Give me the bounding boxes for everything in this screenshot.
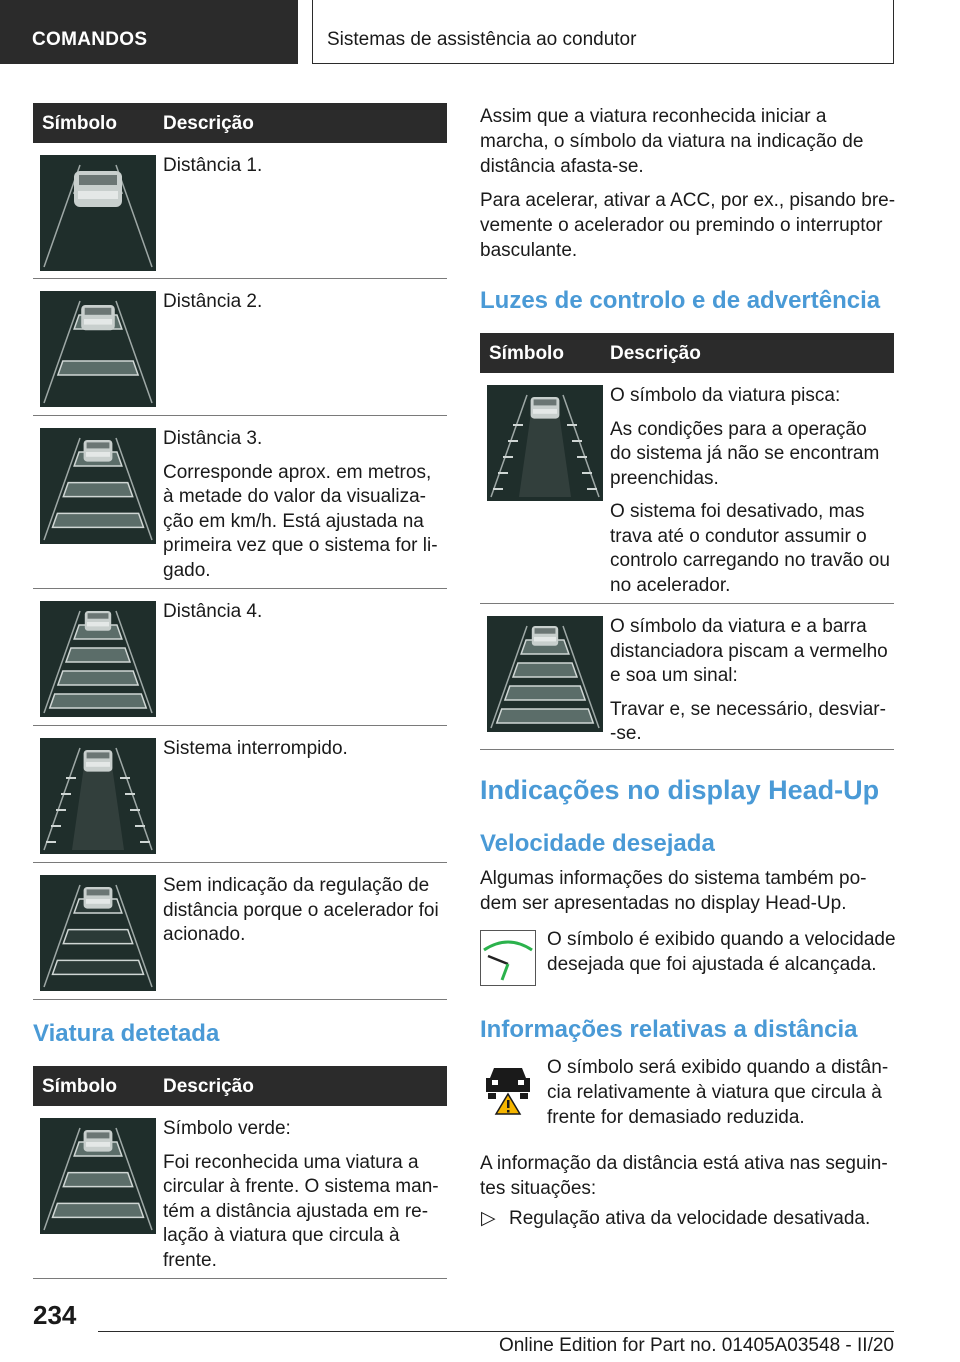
header-section-label: COMANDOS — [32, 29, 148, 50]
distance-icon-text: O símbolo será exibido quando a distân-cia relativamente à viatura que circula à frente for demasiado reduzida. — [547, 1057, 889, 1128]
warning-lights-table — [480, 333, 894, 750]
table-row — [33, 863, 447, 1000]
footer-divider — [98, 1331, 894, 1332]
header-section-tab — [0, 0, 298, 64]
row-description — [610, 615, 890, 756]
intro-paragraph: Para acelerar, ativar a ACC, por ex., pisando bre-vemente o acelerador ou premindo o interruptor basculante. — [480, 190, 896, 261]
table-header — [33, 103, 447, 143]
description-paragraph: O sistema foi desativado, mas trava até o condutor assumir o controlo carregando no travão ou no acelerador. — [610, 501, 890, 596]
set-speed-reached-icon — [480, 930, 536, 986]
distance-1-icon — [40, 155, 156, 271]
bullet-marker: ▷ — [481, 1208, 496, 1229]
row-description — [163, 154, 443, 188]
distance-3-icon — [40, 428, 156, 544]
description-paragraph: Sem indicação da regulação de distância porque o acelerador foi acionado. — [163, 875, 439, 945]
row-description — [163, 290, 443, 324]
row-description — [163, 1117, 443, 1282]
vehicle-detected-table — [33, 1066, 447, 1279]
table-row — [33, 279, 447, 416]
header-title: Sistemas de assistência ao condutor — [327, 29, 637, 50]
speed-icon-text: O símbolo é exibido quando a velocidade desejada que foi ajustada é alcançada. — [547, 929, 896, 975]
table-row — [33, 143, 447, 279]
description-paragraph: Travar e, se necessário, desviar--se. — [610, 698, 886, 744]
distance-warning-icon — [480, 1060, 536, 1116]
col-symbol-header: Símbolo — [42, 113, 117, 134]
page-number: 234 — [33, 1300, 77, 1330]
distance-info-heading: Informações relativas a distância — [480, 1016, 858, 1043]
header-title-tab — [312, 0, 894, 64]
distance-4-icon — [40, 601, 156, 717]
vehicle-flashing-icon — [487, 385, 603, 501]
description-paragraph: Distância 1. — [163, 155, 263, 176]
row-description — [163, 874, 443, 957]
distance-table — [33, 103, 447, 1000]
col-symbol-header: Símbolo — [489, 343, 564, 364]
row-description — [163, 737, 443, 771]
table-row — [33, 726, 447, 863]
vehicle-bar-flashing-red-icon — [487, 616, 603, 732]
col-symbol-header: Símbolo — [42, 1076, 117, 1097]
hud-heading: Indicações no display Head-Up — [480, 775, 880, 805]
intro-paragraph: Assim que a viatura reconhecida iniciar a marcha, o símbolo da viatura na indicação de distância afasta-se. — [480, 106, 864, 177]
description-paragraph: Distância 2. — [163, 291, 263, 312]
description-paragraph: Distância 3. — [163, 428, 263, 449]
col-description-header: Descrição — [610, 343, 701, 364]
table-header — [33, 1066, 447, 1106]
speed-heading: Velocidade desejada — [480, 830, 715, 857]
warning-lights-heading: Luzes de controlo e de advertência — [480, 287, 881, 314]
table-row — [480, 604, 894, 750]
description-paragraph: Distância 4. — [163, 601, 263, 622]
description-paragraph: Foi reconhecida uma viatura a circular à frente. O sistema man-tém a distância ajustada em re-lação à viatura que circula à frente. — [163, 1151, 439, 1271]
table-row — [33, 416, 447, 589]
col-description-header: Descrição — [163, 1076, 254, 1097]
description-paragraph: Sistema interrompido. — [163, 738, 348, 759]
table-row — [480, 373, 894, 604]
row-description — [610, 384, 890, 607]
edition-text: Online Edition for Part no. 01405A03548 - II/20 — [498, 1335, 894, 1356]
no-regulation-icon — [40, 875, 156, 991]
row-description — [163, 600, 443, 634]
description-paragraph: As condições para a operação do sistema já não se encontram preenchidas. — [610, 418, 880, 489]
system-interrupted-icon — [40, 738, 156, 854]
vehicle-detected-icon — [40, 1118, 156, 1234]
distance-text: A informação da distância está ativa nas seguin-tes situações: — [480, 1153, 888, 1199]
description-paragraph: O símbolo da viatura pisca: — [610, 385, 841, 406]
intro-text — [480, 104, 896, 272]
row-description — [163, 427, 443, 592]
table-header — [480, 333, 894, 373]
vehicle-detected-heading: Viatura detetada — [33, 1020, 220, 1047]
speed-text: Algumas informações do sistema também po-dem ser apresentadas no display Head-Up. — [480, 868, 867, 914]
description-paragraph: O símbolo da viatura e a barra distanciadora piscam a vermelho e soa um sinal: — [610, 616, 888, 686]
table-row — [33, 589, 447, 726]
distance-2-icon — [40, 291, 156, 407]
bullet-text: Regulação ativa da velocidade desativada. — [509, 1208, 871, 1229]
description-paragraph: Símbolo verde: — [163, 1118, 291, 1139]
col-description-header: Descrição — [163, 113, 254, 134]
description-paragraph: Corresponde aprox. em metros, à metade do valor da visualiza-ção em km/h. Está ajustada na primeira vez que o sistema for li-gado. — [163, 461, 438, 581]
table-row — [33, 1106, 447, 1279]
